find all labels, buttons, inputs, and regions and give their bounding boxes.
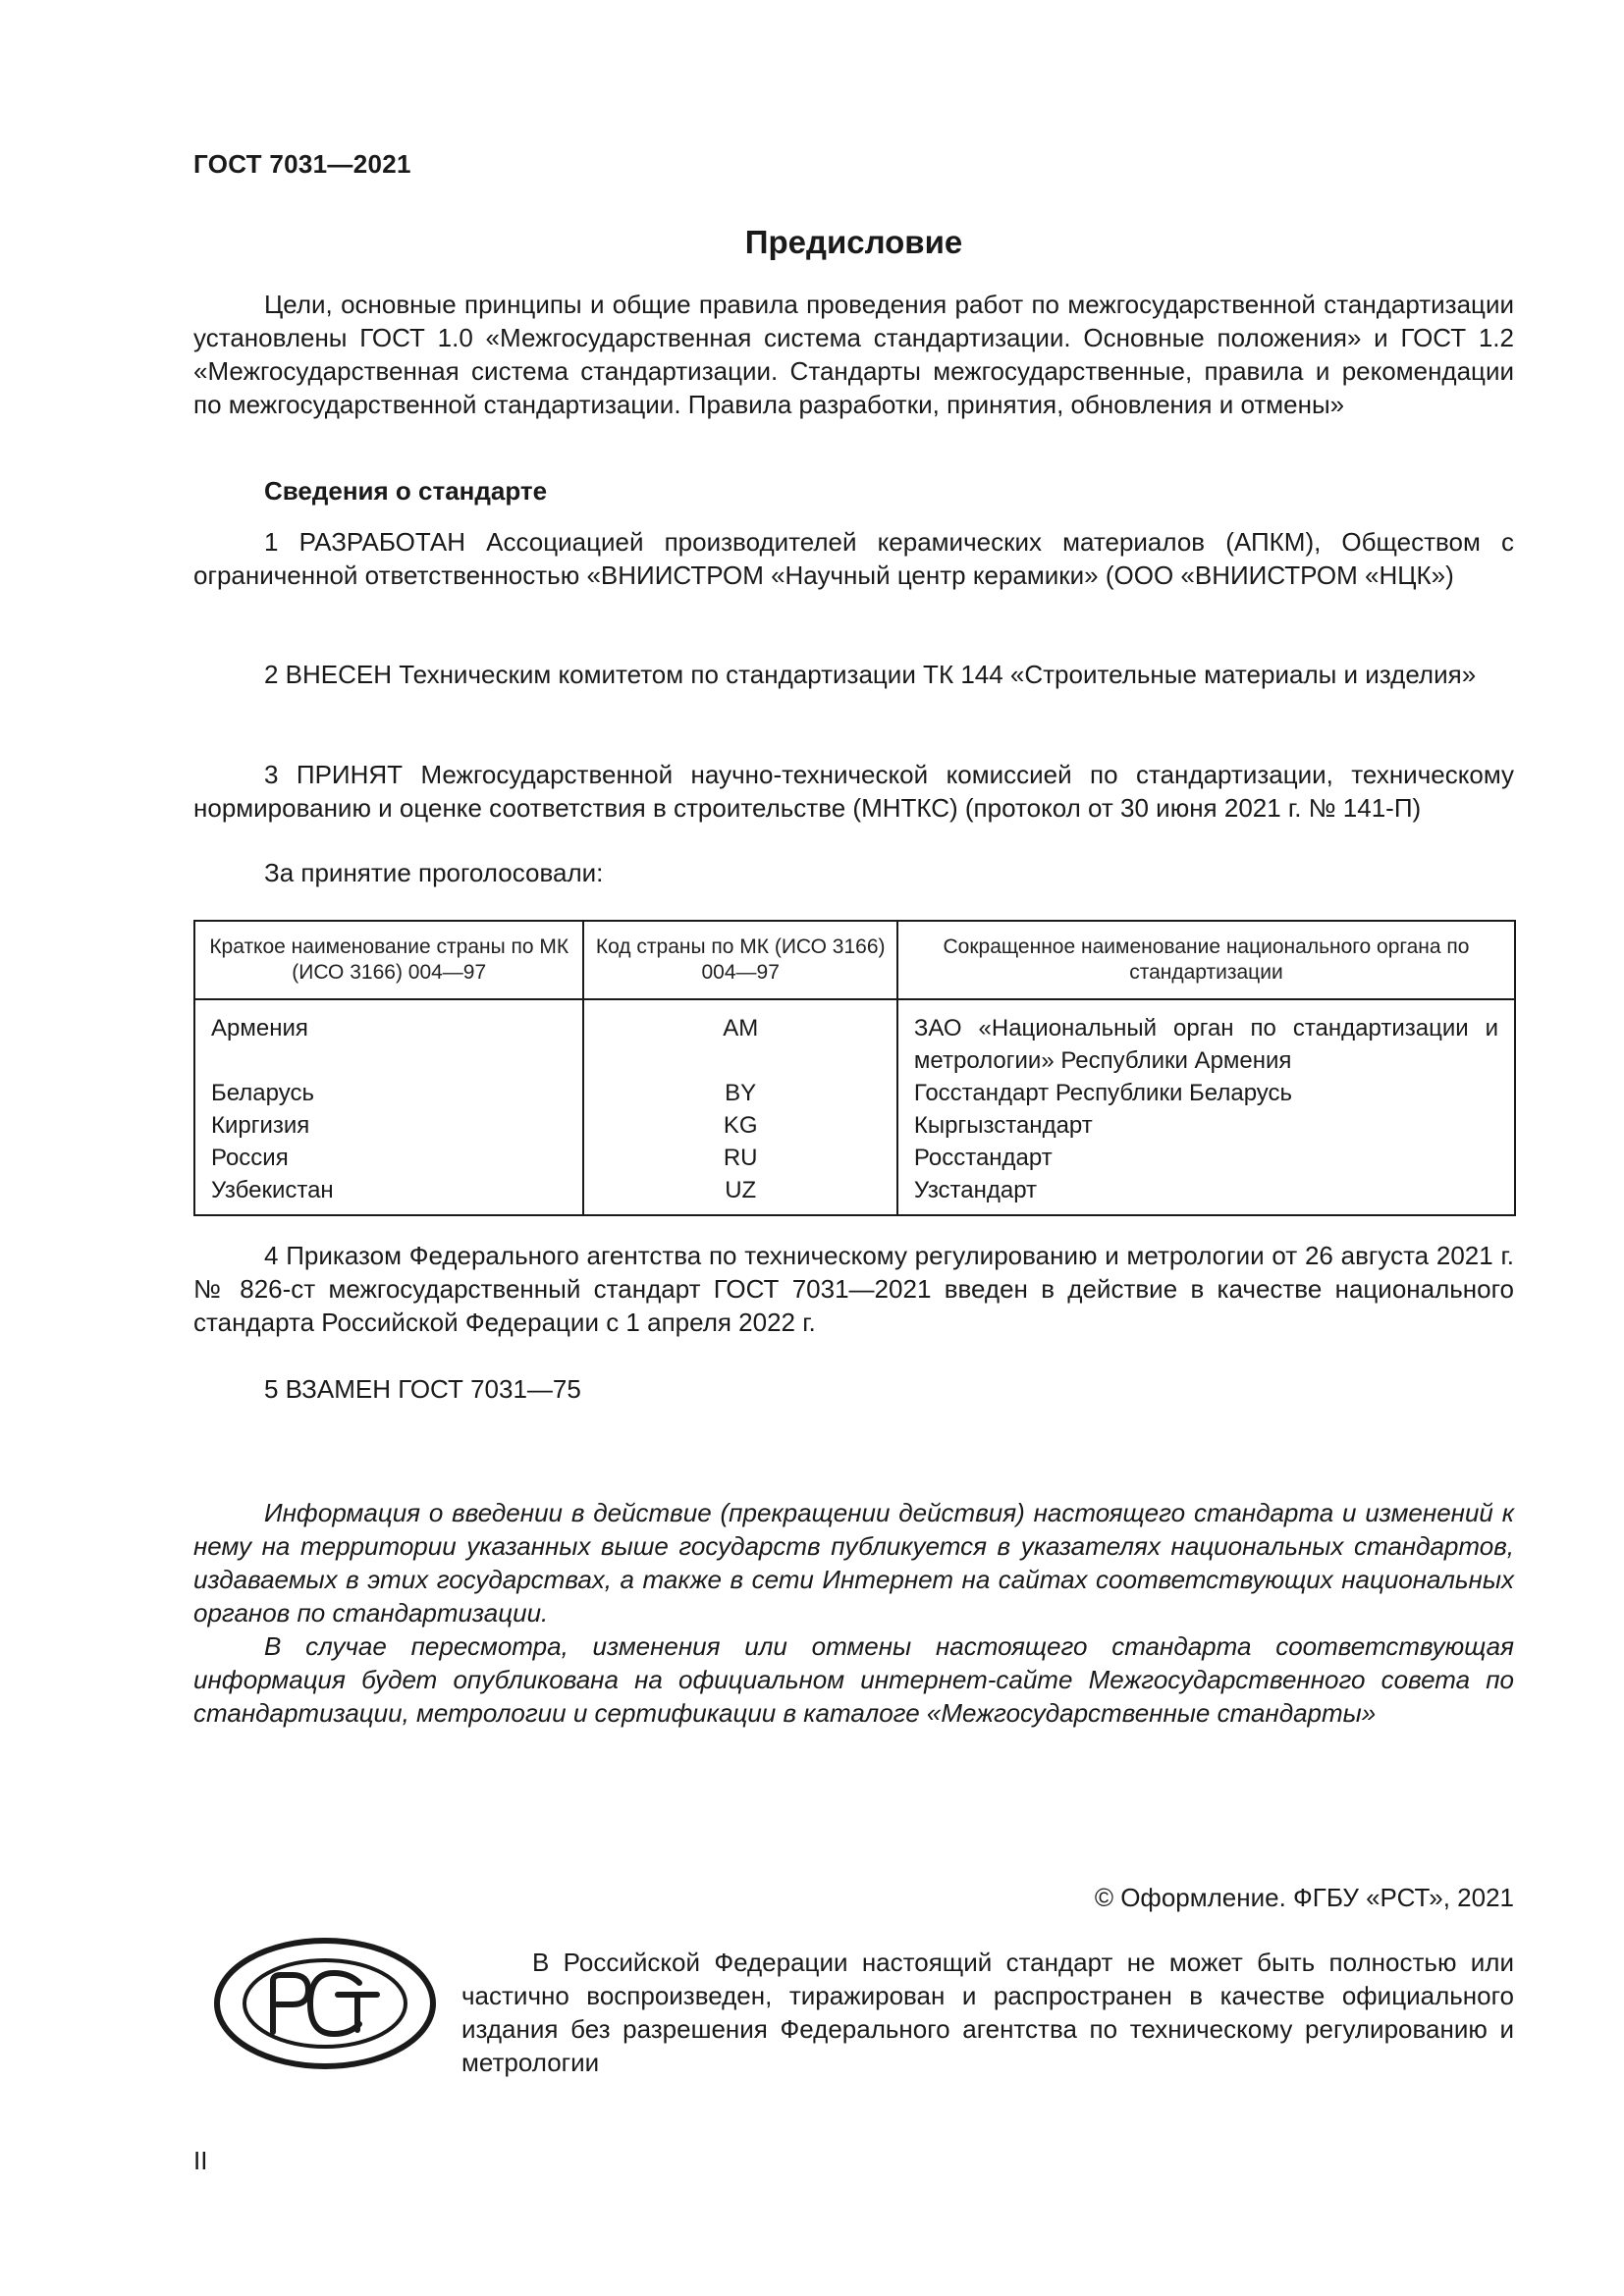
item-introduced-text: 2 ВНЕСЕН Техническим комитетом по стандартизации ТК 144 «Строительные материалы и изделия» bbox=[264, 660, 1477, 689]
code-cell: BY bbox=[583, 1077, 896, 1109]
header-org: Сокращенное наименование национального органа по стандартизации bbox=[897, 921, 1515, 999]
item-developed-text: 1 РАЗРАБОТАН Ассоциацией производителей керамических материалов (АПКМ), Обществом с ограниченной ответственностью «ВНИИСТРОМ «Научный центр керамики» (ООО «ВНИИСТРОМ «НЦК») bbox=[193, 527, 1514, 590]
country-cell: Россия bbox=[194, 1142, 583, 1174]
publication-info-note bbox=[193, 1496, 1514, 1730]
header-code: Код страны по МК (ИСО 3166) 004—97 bbox=[583, 921, 896, 999]
org-cell: ЗАО «Национальный орган по стандартизации и метрологии» Республики Армения bbox=[897, 999, 1515, 1077]
member-states-table bbox=[193, 920, 1516, 1216]
intro-paragraph bbox=[193, 288, 1514, 421]
code-cell: AM bbox=[583, 999, 896, 1077]
info-note-paragraph bbox=[193, 1496, 1514, 1629]
code-cell: UZ bbox=[583, 1174, 896, 1215]
item-order bbox=[193, 1239, 1514, 1339]
table-header-row bbox=[194, 921, 1515, 999]
table-row bbox=[194, 1174, 1515, 1215]
country-cell: Беларусь bbox=[194, 1077, 583, 1109]
item-replaces-text: 5 ВЗАМЕН ГОСТ 7031—75 bbox=[264, 1374, 581, 1404]
item-adopted-text: 3 ПРИНЯТ Межгосударственной научно-технической комиссией по стандартизации, техническому нормированию и оценке соответствия в строительстве (МНТКС) (протокол от 30 июня 2021 г. № 141-П) bbox=[193, 760, 1514, 823]
reproduction-notice bbox=[461, 1946, 1514, 2079]
country-cell: Узбекистан bbox=[194, 1174, 583, 1215]
table-row bbox=[194, 1109, 1515, 1142]
code-cell: KG bbox=[583, 1109, 896, 1142]
info-note-text-1: Информация о введении в действие (прекращении действия) настоящего стандарта и изменений к нему на территории указанных выше государств публикуется в указателях национальных стандартов, издаваемых в этих государствах, а также в сети Интернет на сайтах соответствующих национальных органов по стандартизации. bbox=[193, 1498, 1514, 1628]
reproduction-notice-text: В Российской Федерации настоящий стандарт не может быть полностью или частично воспроизведен, тиражирован и распространен в качестве официального издания без разрешения Федерального агентства по техническому регулированию и метрологии bbox=[461, 1948, 1514, 2077]
page-number: II bbox=[193, 2146, 208, 2175]
item-order-text: 4 Приказом Федерального агентства по техническому регулированию и метрологии от 26 августа 2021 г. № 826-ст межгосударственный стандарт ГОСТ 7031—2021 введен в действие в качестве национального стандарта Российской Федерации с 1 апреля 2022 г. bbox=[193, 1241, 1514, 1337]
header-country: Краткое наименование страны по МК (ИСО 3166) 004—97 bbox=[194, 921, 583, 999]
org-cell: Кыргызстандарт bbox=[897, 1109, 1515, 1142]
org-cell: Узстандарт bbox=[897, 1174, 1515, 1215]
rst-logo-icon bbox=[212, 1936, 438, 2071]
item-replaces bbox=[193, 1372, 1514, 1406]
org-cell: Госстандарт Республики Беларусь bbox=[897, 1077, 1515, 1109]
info-heading: Сведения о стандарте bbox=[264, 476, 548, 506]
document-code: ГОСТ 7031—2021 bbox=[193, 149, 411, 179]
intro-text: Цели, основные принципы и общие правила проведения работ по межгосударственной стандартизации установлены ГОСТ 1.0 «Межгосударственная система стандартизации. Основные положения» и ГОСТ 1.2 «Межгосударственная система стандартизации. Стандарты межгосударственные, правила и рекомендации по межгосударственной стандартизации. Правила разработки, принятия, обновления и отмены» bbox=[193, 290, 1514, 419]
item-introduced bbox=[193, 658, 1514, 691]
page-title: Предисловие bbox=[744, 224, 963, 260]
org-cell: Росстандарт bbox=[897, 1142, 1515, 1174]
item-developed bbox=[193, 525, 1514, 592]
code-cell: RU bbox=[583, 1142, 896, 1174]
table-row bbox=[194, 999, 1515, 1077]
info-note-text-2: В случае пересмотра, изменения или отмены настоящего стандарта соответствующая информация будет опубликована на официальном интернет-сайте Межгосударственного совета по стандартизации, метрологии и сертификации в каталоге «Межгосударственные стандарты» bbox=[193, 1631, 1514, 1728]
table-row bbox=[194, 1142, 1515, 1174]
country-cell: Киргизия bbox=[194, 1109, 583, 1142]
copyright-line: © Оформление. ФГБУ «РСТ», 2021 bbox=[1094, 1883, 1514, 1912]
country-cell: Армения bbox=[194, 999, 583, 1077]
info-note-paragraph bbox=[193, 1629, 1514, 1730]
vote-label: За принятие проголосовали: bbox=[264, 858, 604, 887]
item-adopted bbox=[193, 758, 1514, 825]
table-row bbox=[194, 1077, 1515, 1109]
